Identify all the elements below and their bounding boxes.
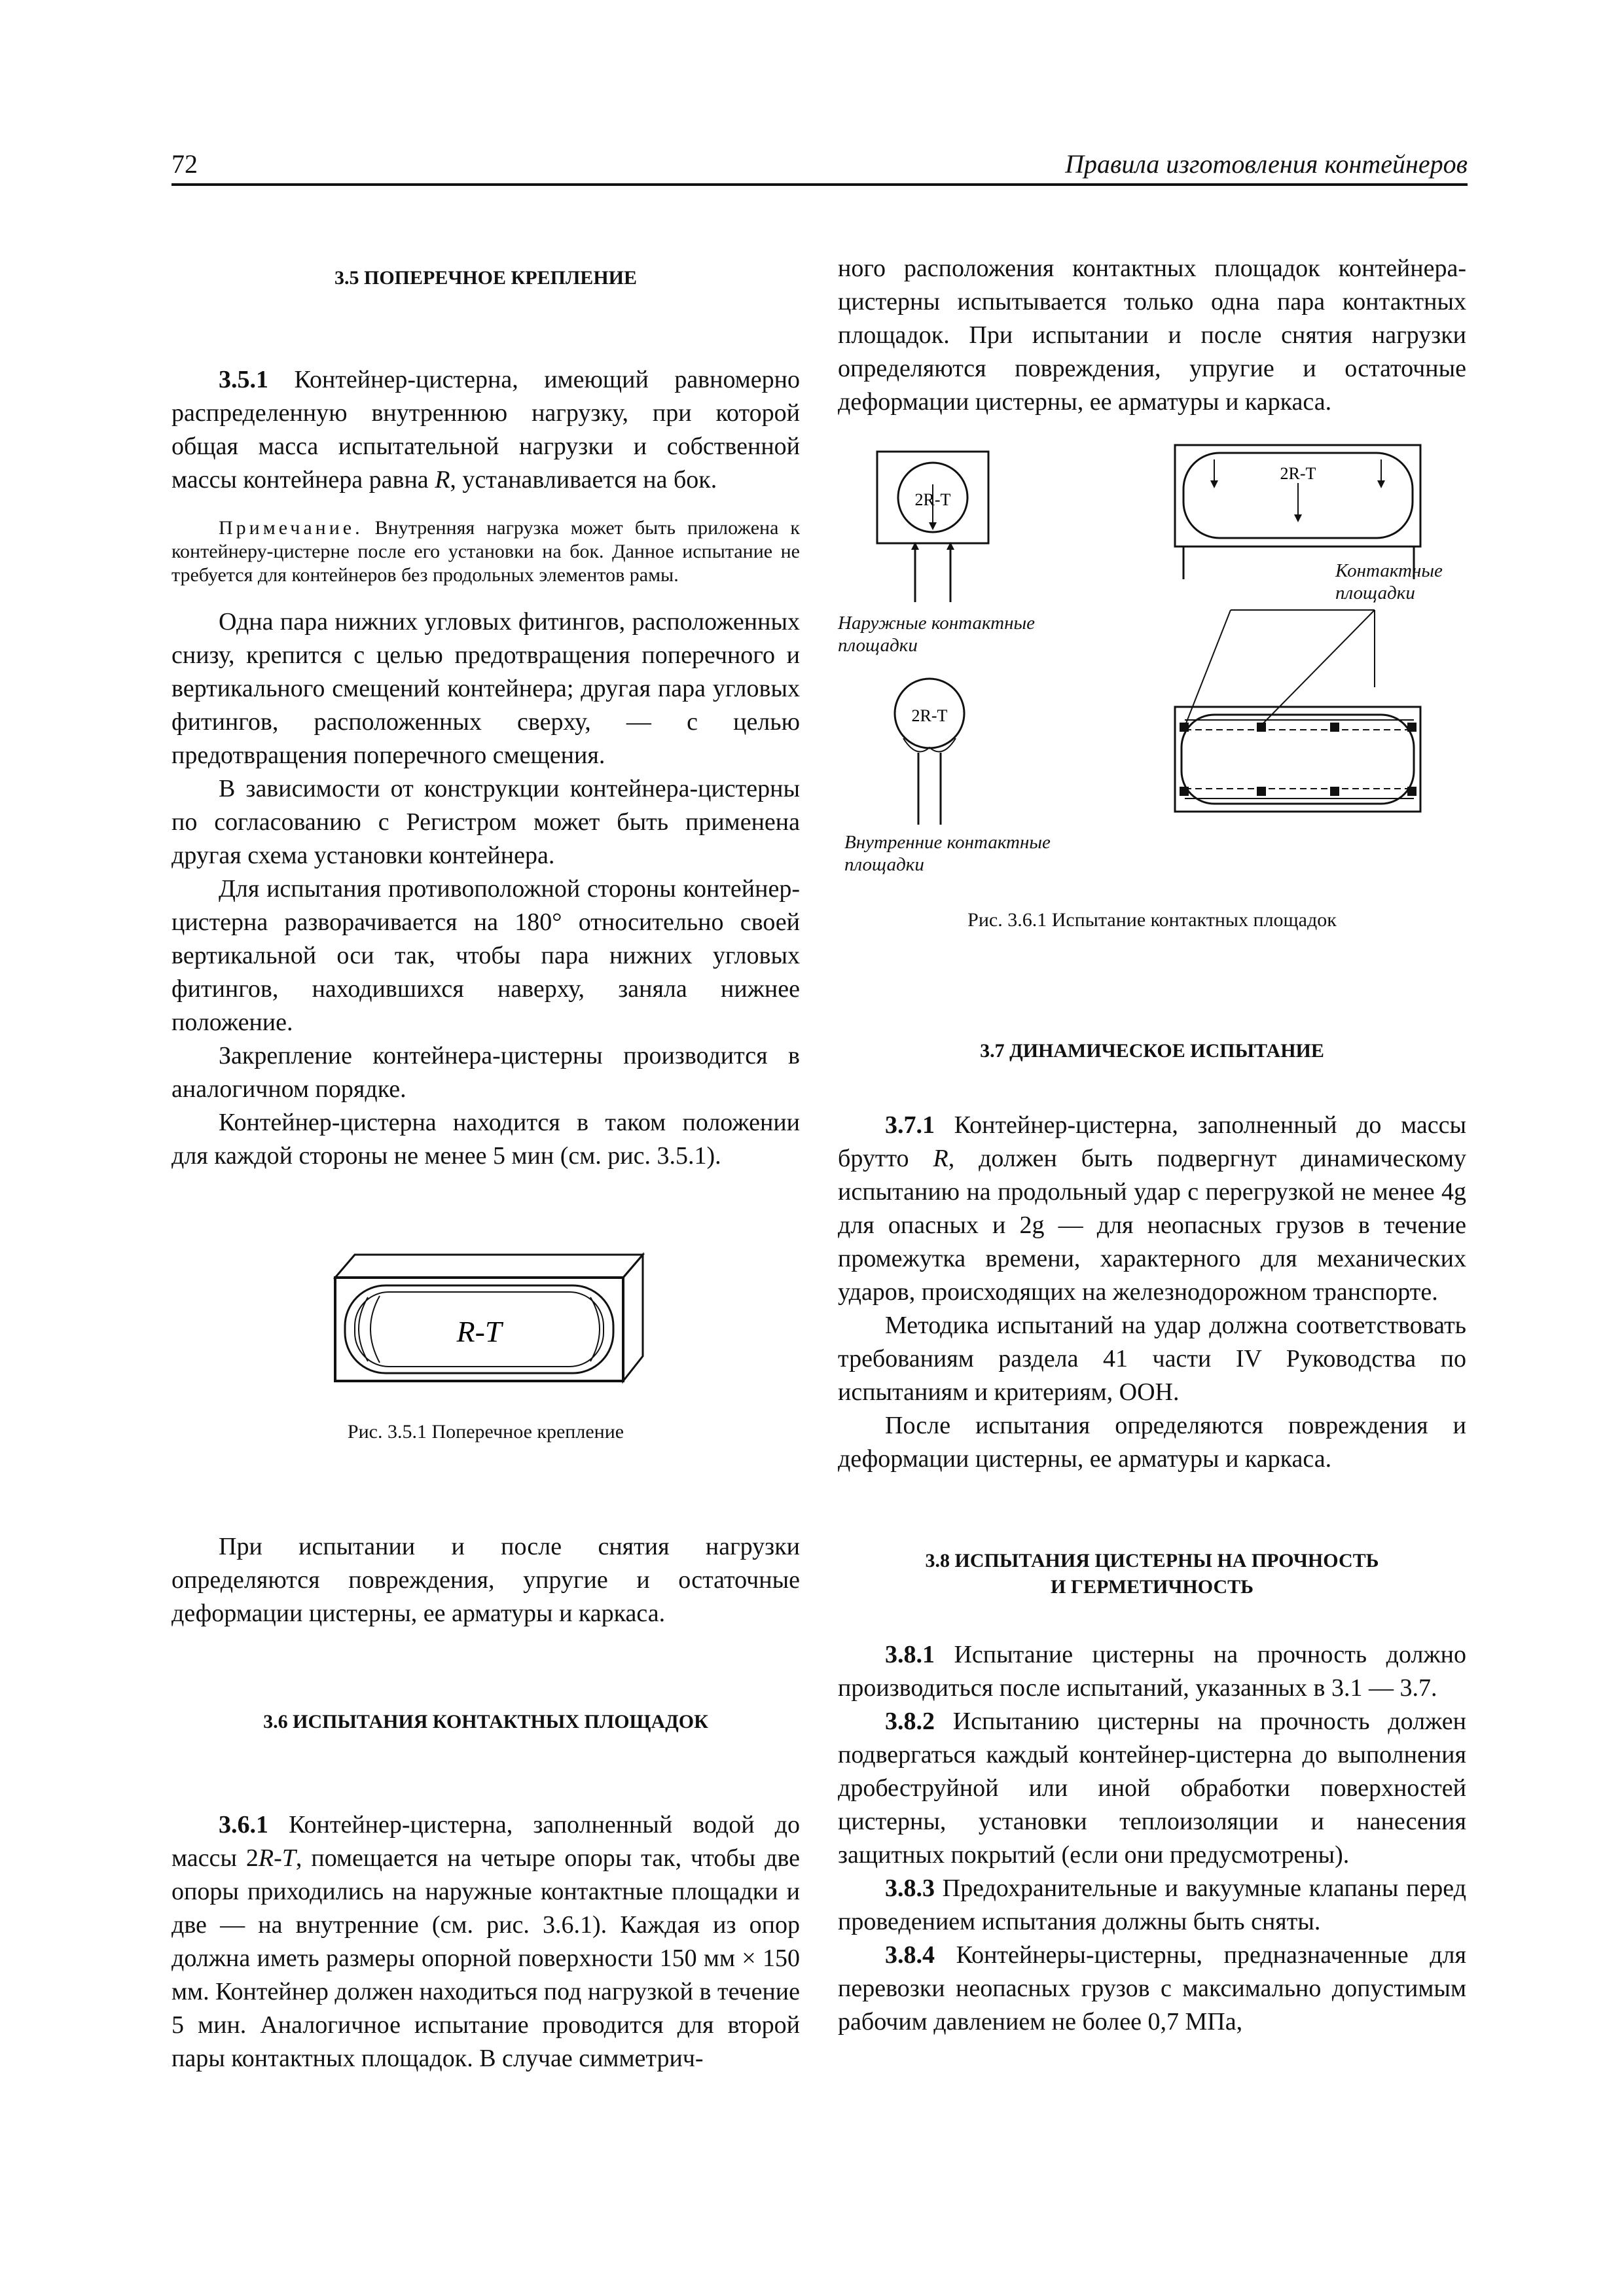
contact-pad-marker <box>1180 723 1189 732</box>
figure-3-5-1-label: R-T <box>456 1315 502 1348</box>
plan-view-frame <box>1175 707 1420 812</box>
figure-3-5-1-caption: Рис. 3.5.1 Поперечное крепление <box>347 1421 624 1443</box>
section-3-5-title: 3.5 ПОПЕРЕЧНОЕ КРЕПЛЕНИЕ <box>334 267 637 289</box>
paragraph-3-8-1: 3.8.1 Испытание цистерны на прочность должно производиться после испытаний, указанных в 3.1 — 3.7. <box>838 1641 1466 1702</box>
paragraph-number: 3.6.1 <box>219 1811 268 1839</box>
contact-pad-marker <box>1257 787 1266 796</box>
section-3-6-title: 3.6 ИСПЫТАНИЯ КОНТАКТНЫХ ПЛОЩАДОК <box>263 1711 708 1732</box>
leader-line <box>1260 610 1375 726</box>
figure-3-6-1-caption: Рис. 3.6.1 Испытание контактных площадок <box>967 909 1337 931</box>
paragraph: Методика испытаний на удар должна соответствовать требованиям раздела 41 части IV Руководства по испытаниям и критериям, ООН. <box>838 1312 1466 1406</box>
container-side-face <box>623 1255 643 1381</box>
paragraph-number: 3.8.1 <box>885 1641 935 1668</box>
contact-pad-marker <box>1330 787 1339 796</box>
section-3-7-title: 3.7 ДИНАМИЧЕСКОЕ ИСПЫТАНИЕ <box>980 1040 1324 1062</box>
contact-pad-marker <box>1330 723 1339 732</box>
paragraph: Для испытания противоположной стороны контейнер-цистерна разворачивается на 180° относительно своей вертикальной оси так, чтобы пара нижних угловых фитингов, находившихся наверху, заняла нижнее положение. <box>171 875 800 1036</box>
paragraph-3-8-4: 3.8.4 Контейнеры-цистерны, предназначенные для перевозки неопасных грузов с максимально допустимым рабочим давлением не более 0,7 МПа, <box>838 1941 1466 2036</box>
paragraph: В зависимости от конструкции контейнера-цистерны по согласованию с Регистром может быть применена другая схема установки контейнера. <box>171 775 800 869</box>
left-column <box>171 252 800 2075</box>
tank-plan-view <box>1182 715 1414 804</box>
leader-line <box>1185 610 1231 726</box>
contact-pad-marker <box>1407 787 1416 796</box>
figure-3-5-1 <box>171 1219 800 1415</box>
contact-pad-marker <box>1407 723 1416 732</box>
paragraph-number: 3.7.1 <box>885 1111 935 1139</box>
paragraph-continued: ного расположения контактных площадок контейнера-цистерны испытывается только одна пара контактных площадок. При испытании и после снятия нагрузки определяются повреждения, упругие и остаточные деформации цистерны, ее арматуры и каркаса. <box>838 255 1466 416</box>
inner-contact-label: Внутренние контактные площадки <box>844 832 1051 875</box>
paragraph-number: 3.8.2 <box>885 1708 935 1735</box>
load-label: 2R-T <box>1280 464 1316 483</box>
paragraph-number: 3.8.3 <box>885 1874 935 1902</box>
paragraph-3-5-1: 3.5.1 Контейнер-цистерна, имеющий равномерно распределенную внутреннюю нагрузку, при которой общая масса испытательной нагрузки и собственной массы контейнера равна R, устанавливается на бок. <box>171 366 800 493</box>
contact-pad-marker <box>1257 723 1266 732</box>
outer-contact-label: Наружные контактные площадки <box>838 613 1036 656</box>
contact-areas-label: Контактные площадки <box>1335 560 1443 603</box>
load-label: 2R-T <box>911 706 948 725</box>
figure-3-6-1 <box>838 432 1466 903</box>
paragraph-3-7-1: 3.7.1 Контейнер-цистерна, заполненный до массы брутто R, должен быть подвергнут динамическому испытанию на продольный удар с перегрузкой не менее 4g для опасных и 2g — для неопасных грузов в течение промежутка времени, характерного для механических ударов, происходящих на железнодорожном транспорте. <box>838 1111 1466 1306</box>
running-title: Правила изготовления контейнеров <box>1065 149 1468 179</box>
paragraph-3-8-3: 3.8.3 Предохранительные и вакуумные клапаны перед проведением испытания должны быть сняты. <box>838 1874 1466 1935</box>
paragraph: Закрепление контейнера-цистерны производится в аналогичном порядке. <box>171 1042 800 1103</box>
page-number: 72 <box>171 149 198 179</box>
load-label: 2R-T <box>914 490 951 509</box>
contact-pad-marker <box>1180 787 1189 796</box>
right-column <box>838 252 1466 2039</box>
paragraph: Одна пара нижних угловых фитингов, расположенных снизу, крепится с целью предотвращения поперечного и вертикального смещений контейнера; другая пара угловых фитингов, расположенных сверху, — с целью предотвращения поперечного смещения. <box>171 608 800 769</box>
paragraph-3-8-2: 3.8.2 Испытанию цистерны на прочность должен подвергаться каждый контейнер-цистерна до выполнения дробеструйной или иной обработки поверхностей цистерны, установки теплоизоляции и нанесения защитных покрытий (если они предусмотрены). <box>838 1708 1466 1869</box>
note-label: Примечание. <box>219 517 363 539</box>
paragraph-number: 3.5.1 <box>219 366 268 393</box>
page-header <box>171 144 1468 186</box>
paragraph: После испытания определяются повреждения и деформации цистерны, ее арматуры и каркаса. <box>838 1412 1466 1473</box>
paragraph-number: 3.8.4 <box>885 1941 935 1969</box>
paragraph: При испытании и после снятия нагрузки определяются повреждения, упругие и остаточные деформации цистерны, ее арматуры и каркаса. <box>171 1533 800 1627</box>
note-text: Внутренняя нагрузка может быть приложена к контейнеру-цистерне после его установки на бок. Данное испытание не требуется для контейнеров без продольных элементов рамы. <box>171 517 800 586</box>
container-top-face <box>335 1255 643 1278</box>
paragraph: Контейнер-цистерна находится в таком положении для каждой стороны не менее 5 мин (см. рис. 3.5.1). <box>171 1109 800 1170</box>
note <box>171 516 800 587</box>
paragraph-3-6-1: 3.6.1 Контейнер-цистерна, заполненный водой до массы 2R-T, помещается на четыре опоры так, чтобы две опоры приходились на наружные контактные площадки и две — на внутренние (см. рис. 3.6.1). Каждая из опор должна иметь размеры опорной поверхности 150 мм × 150 мм. Контейнер должен находиться под нагрузкой в течение 5 мин. Аналогичное испытание проводится для второй пары контактных площадок. В случае симметрич- <box>171 1811 801 2072</box>
section-3-8-title: 3.8 ИСПЫТАНИЯ ЦИСТЕРНЫ НА ПРОЧНОСТЬ И ГЕРМЕТИЧНОСТЬ <box>925 1550 1379 1598</box>
